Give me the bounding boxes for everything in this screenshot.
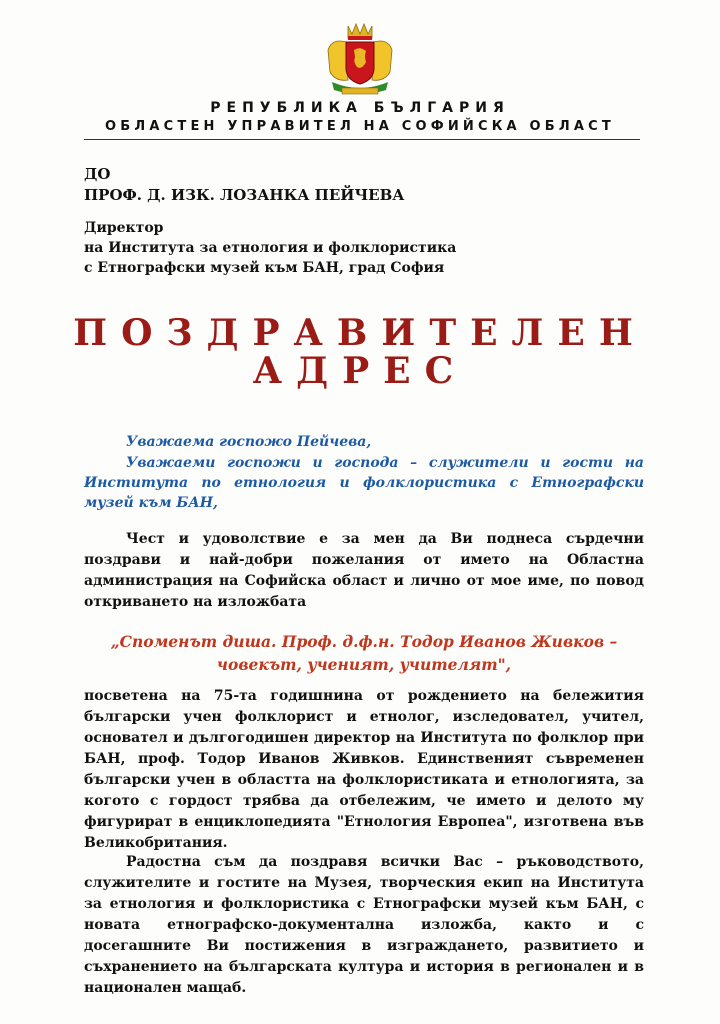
- addressee-name: ПРОФ. Д. ИЗК. ЛОЗАНКА ПЕЙЧЕВА: [84, 186, 405, 204]
- exhibition-title-line2: човекът, ученият, учителят",: [216, 655, 512, 674]
- addressee-position-line: Директор: [84, 220, 164, 236]
- paragraph-congratulations: Радостна съм да поздравя всички Вас – ръководството, служителите и гостите на Музея, творческия екип на Института за етнология и фолклористика с Етнографски музей към БАН, с новата етнографско-документална изложба, както и с досегашните Ви постижения в изграждането, развитието и съхранението на българската култура и история в регионален и в национален мащаб.: [84, 854, 644, 996]
- addressee-position-line: на Института за етнология и фолклористика: [84, 240, 457, 256]
- header-republic: РЕПУБЛИКА БЪЛГАРИЯ: [210, 100, 510, 116]
- header-divider: [84, 139, 640, 140]
- header-governor: ОБЛАСТЕН УПРАВИТЕЛ НА СОФИЙСКА ОБЛАСТ: [105, 119, 615, 134]
- addressee-position-line: с Етнографски музей към БАН, град София: [84, 260, 445, 276]
- greeting-line2: Уважаеми госпожи и господа – служители и гости на Института по етнология и фолклористика с Етнографски музей към БАН,: [84, 455, 644, 511]
- paragraph-intro: Чест и удоволствие е за мен да Ви поднеса сърдечни поздрави и най-добри пожелания от името на Областна администрация на Софийска област и лично от мое име, по повод откриването на изложбата: [84, 531, 644, 610]
- paragraph-dedication: посветена на 75-та годишнина от рождението на бележития български учен фолклорист и етнолог, изследовател, учител, основател и дългогодишен директор на Института по фолклор при БАН, проф. Тодор Иванов Живков. Единственият съвременен български учен в областта на фолклористиката и етнологията, за когото с гордост трябва да отбележим, че името и делото му фигурират в енциклопедията "Етнология Европеа", изготвена във Великобритания.: [84, 688, 644, 851]
- addressee-block: [84, 164, 644, 278]
- document-title-line2: АДРЕС: [252, 350, 468, 392]
- greeting-line1: Уважаема госпожо Пейчева,: [126, 434, 372, 450]
- exhibition-title-line1: „Споменът диша. Проф. д.ф.н. Тодор Иванов Живков –: [110, 632, 618, 651]
- document-title-line1: ПОЗДРАВИТЕЛЕН: [73, 312, 647, 354]
- bulgaria-coat-of-arms-icon: [320, 20, 400, 100]
- addressee-to: ДО: [84, 165, 111, 183]
- exhibition-title: [84, 630, 644, 676]
